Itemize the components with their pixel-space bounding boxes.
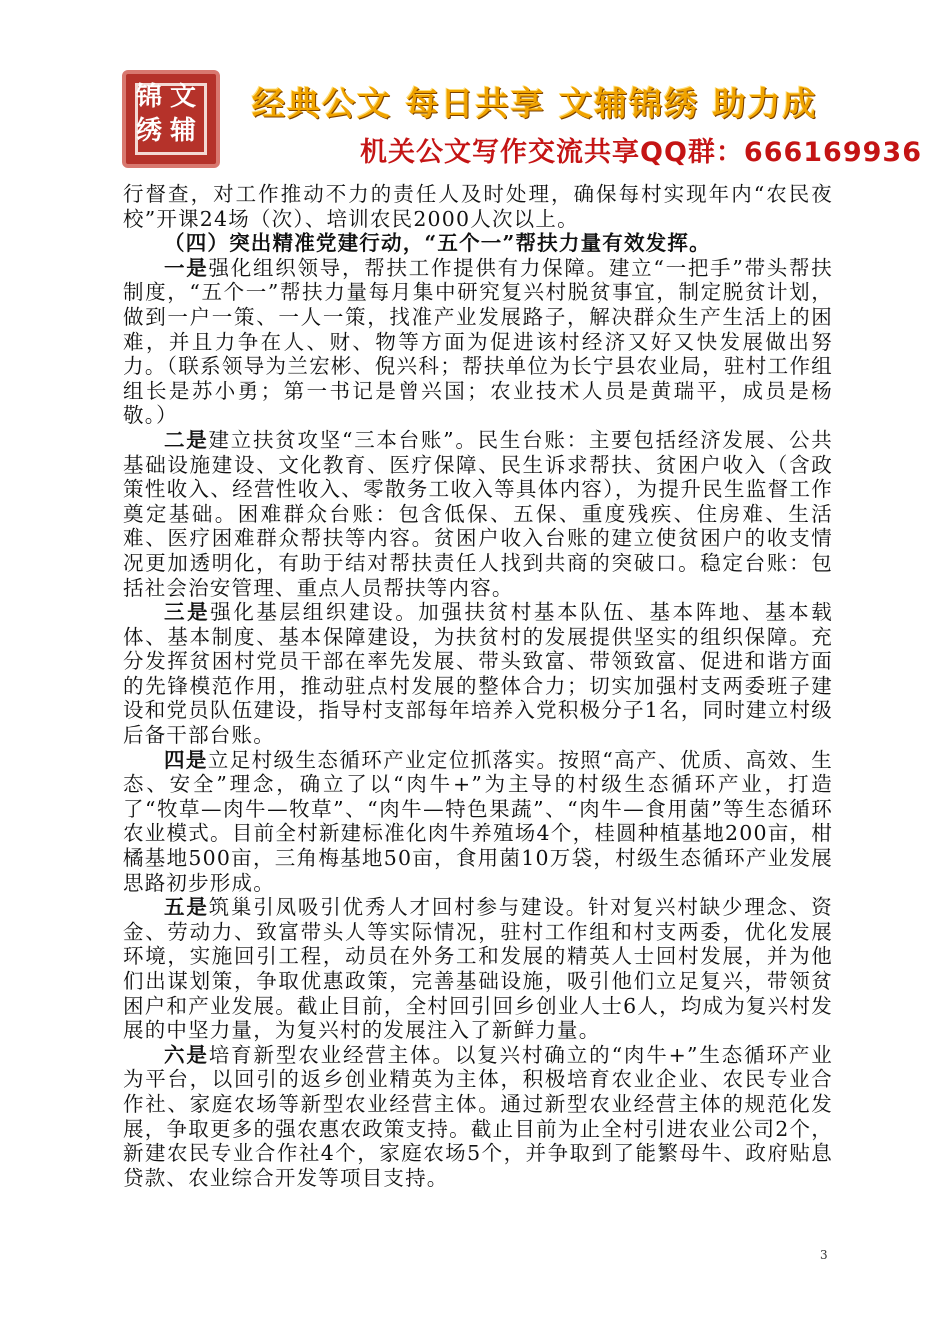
item-text: 强化组织领导，帮扶工作提供有力保障。建立“一把手”带头帮扶制度，“五个一”帮扶力量每月集中研究复兴村脱贫事宜，制定脱贫计划，做到一户一策、一人一策，找准产业发展路子，解决群众生产生活上的困难，并且力争在人、财、物等方面为促进该村经济又好又快发展做出努力。（联系领导为兰宏彬、倪兴科；帮扶单位为长宁县农业局，驻村工作组组长是苏小勇；第一书记是曾兴国；农业技术人员是黄瑞平，成员是杨敬。） (123, 255, 833, 428)
seal-char: 文 (169, 82, 196, 112)
paragraph-continued: 行督查，对工作推动不力的责任人及时处理，确保每村实现年内“农民夜校”开课24场（次）、培训农民2000人次以上。 (123, 182, 833, 231)
header-slogan: 经典公文 每日共享 文辅锦绣 助力成 (252, 84, 818, 123)
header-qq-group: 机关公文写作交流共享QQ群：666169936 (360, 137, 922, 168)
item-lead: 三是 (164, 600, 211, 625)
seal-char: 锦 (135, 82, 162, 112)
list-item (123, 256, 833, 428)
item-lead: 五是 (164, 895, 209, 920)
item-text: 培育新型农业经营主体。以复兴村确立的“肉牛+”生态循环产业为平台，以回引的返乡创业精英为主体，积极培育农业企业、农民专业合作社、家庭农场等新型农业经营主体。通过新型农业经营主体的规范化发展，争取更多的强农惠农政策支持。截止目前为止全村引进农业公司2个，新建农民专业合作社4个，家庭农场5个，并争取到了能繁母牛、政府贴息贷款、农业综合开发等项目支持。 (123, 1042, 834, 1190)
list-item (123, 1043, 833, 1191)
list-item (123, 895, 833, 1043)
item-lead: 六是 (164, 1042, 209, 1067)
logo-seal (122, 70, 220, 168)
document-body (123, 182, 833, 1190)
list-item (123, 600, 833, 748)
header-banner (0, 0, 950, 175)
item-lead: 一是 (164, 255, 209, 280)
item-text: 强化基层组织建设。加强扶贫村基本队伍、基本阵地、基本载体、基本制度、基本保障建设，为扶贫村的发展提供坚实的组织保障。充分发挥贫困村党员干部在率先发展、带头致富、带领致富、促进和谐方面的先锋模范作用，推动驻点村发展的整体合力；切实加强村支两委班子建设和党员队伍建设，指导村支部每年培养入党积极分子1名，同时建立村级后备干部台账。 (123, 600, 834, 748)
item-lead: 二是 (164, 427, 209, 452)
seal-char: 辅 (169, 116, 196, 146)
list-item (123, 428, 833, 600)
page-number: 3 (820, 1248, 828, 1262)
seal-char: 绣 (135, 116, 162, 146)
list-item (123, 748, 833, 896)
item-lead: 四是 (164, 747, 208, 772)
item-text: 立足村级生态循环产业定位抓落实。按照“高产、优质、高效、生态、安全”理念，确立了以“肉牛+”为主导的村级生态循环产业，打造了“牧草—肉牛—牧草”、“肉牛—特色果蔬”、“肉牛—食用菌”等生态循环农业模式。目前全村新建标准化肉牛养殖场4个，桂圆种植基地200亩，柑橘基地500亩，三角梅基地50亩，食用菌10万袋，村级生态循环产业发展思路初步形成。 (123, 747, 833, 895)
section-heading: （四）突出精准党建行动，“五个一”帮扶力量有效发挥。 (164, 231, 711, 256)
item-text: 建立扶贫攻坚“三本台账”。民生台账：主要包括经济发展、公共基础设施建设、文化教育、医疗保障、民生诉求帮扶、贫困户收入（含政策性收入、经营性收入、零散务工收入等具体内容），为提升民生监督工作奠定基础。困难群众台账：包含低保、五保、重度残疾、住房难、生活难、医疗困难群众帮扶等内容。贫困户收入台账的建立使贫困户的收支情况更加透明化，有助于结对帮扶责任人找到共商的突破口。稳定台账：包括社会治安管理、重点人员帮扶等内容。 (123, 427, 833, 600)
item-text: 筑巢引凤吸引优秀人才回村参与建设。针对复兴村缺少理念、资金、劳动力、致富带头人等实际情况，驻村工作组和村支两委，优化发展环境，实施回引工程，动员在外务工和发展的精英人士回村发展，并为他们出谋划策，争取优惠政策，完善基础设施，吸引他们立足复兴，带领贫困户和产业发展。截止目前，全村回引回乡创业人士6人，均成为复兴村发展的中坚力量，为复兴村的发展注入了新鲜力量。 (123, 895, 833, 1043)
